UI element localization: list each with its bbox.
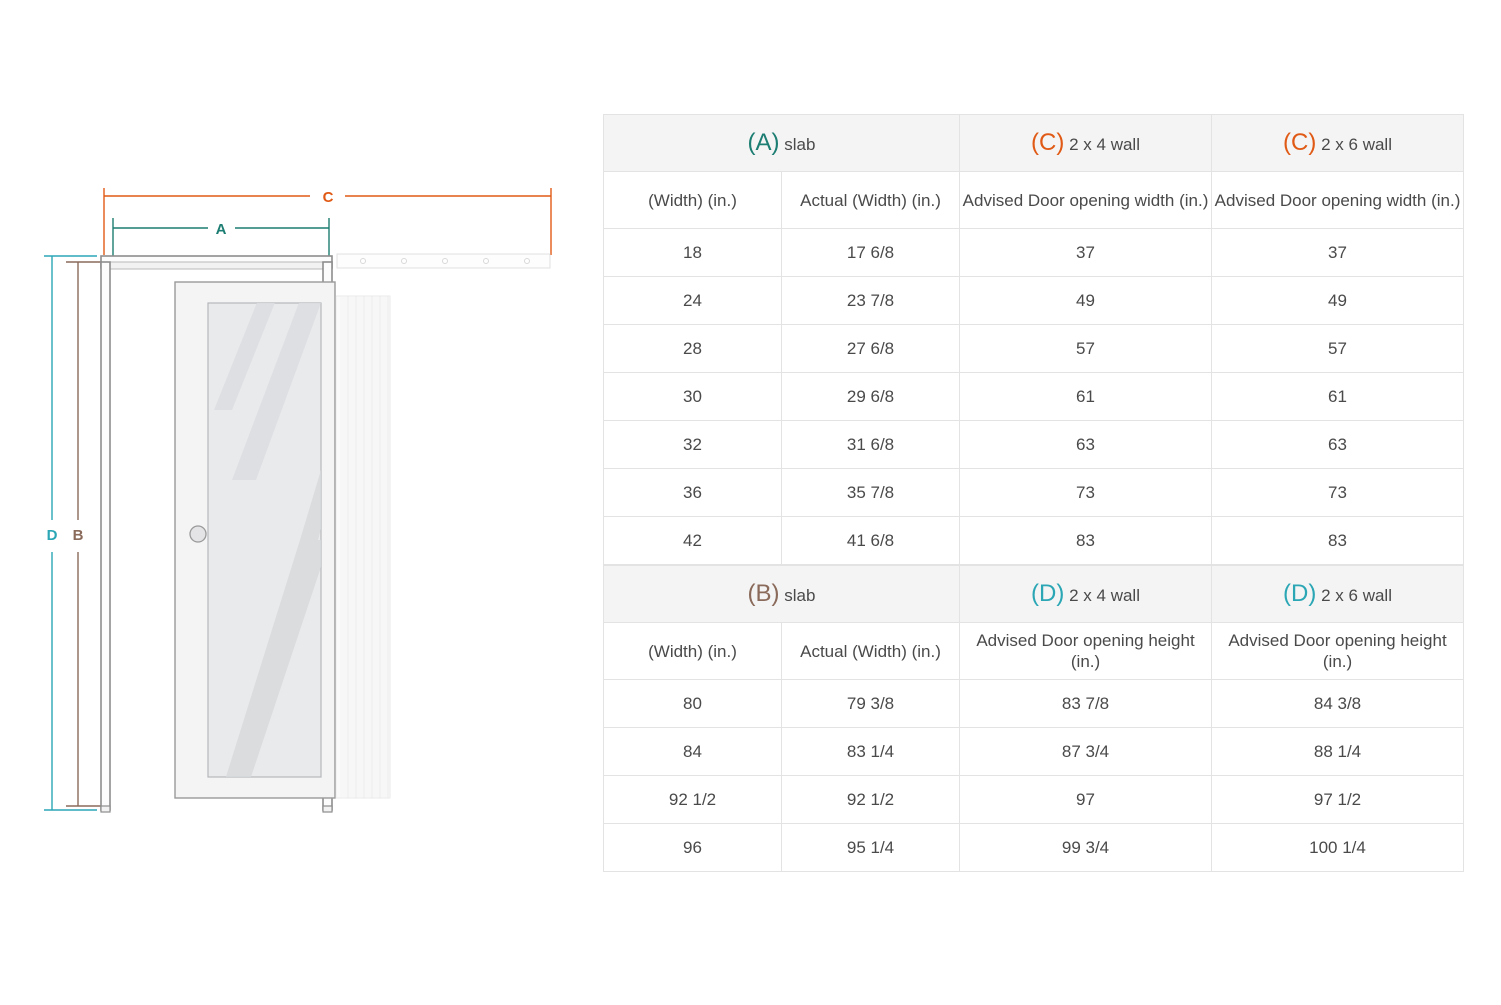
col-header-width: (Width) (in.) [604, 172, 782, 229]
dimension-c-label: C [322, 189, 334, 206]
floor-lines [101, 806, 332, 812]
col-header-opening-height-2x4: Advised Door opening height (in.) [960, 623, 1212, 680]
cell-actual-width: 83 1/4 [782, 728, 960, 776]
height-spec-table [603, 565, 1464, 872]
cell-opening-2x6: 100 1/4 [1212, 824, 1464, 872]
door-handle [190, 526, 206, 542]
dimension-b-label: B [72, 527, 84, 544]
section-header-row [604, 115, 1464, 172]
cell-width: 18 [604, 229, 782, 277]
col-header-width: (Width) (in.) [604, 623, 782, 680]
slab-letter-a: (A) [747, 129, 780, 156]
dimension-c [104, 188, 551, 255]
cell-actual-width: 35 7/8 [782, 469, 960, 517]
wall-label-d2: 2 x 6 wall [1321, 586, 1392, 605]
dimension-b [66, 262, 101, 806]
cell-actual-width: 41 6/8 [782, 517, 960, 565]
table-row [604, 229, 1464, 277]
wall-letter-c2: (C) [1283, 129, 1317, 156]
cell-opening-2x6: 84 3/8 [1212, 680, 1464, 728]
cell-opening-2x4: 49 [960, 277, 1212, 325]
slab-header-b [604, 566, 960, 623]
cell-opening-2x4: 99 3/4 [960, 824, 1212, 872]
cell-opening-2x4: 57 [960, 325, 1212, 373]
table-row [604, 421, 1464, 469]
col-header-opening-width-2x6: Advised Door opening width (in.) [1212, 172, 1464, 229]
table-row [604, 325, 1464, 373]
table-row [604, 728, 1464, 776]
wall-letter-c1: (C) [1031, 129, 1065, 156]
cell-opening-2x4: 61 [960, 373, 1212, 421]
cell-opening-2x6: 73 [1212, 469, 1464, 517]
dimension-a [113, 218, 329, 258]
cell-actual-width: 95 1/4 [782, 824, 960, 872]
col-header-opening-height-2x6: Advised Door opening height (in.) [1212, 623, 1464, 680]
cell-opening-2x6: 61 [1212, 373, 1464, 421]
cell-width: 92 1/2 [604, 776, 782, 824]
cell-width: 84 [604, 728, 782, 776]
cell-width: 28 [604, 325, 782, 373]
dimension-a-label: A [215, 221, 227, 238]
slab-header-a [604, 115, 960, 172]
dimension-d-label: D [46, 527, 58, 544]
cell-width: 42 [604, 517, 782, 565]
cell-opening-2x6: 57 [1212, 325, 1464, 373]
cell-actual-width: 23 7/8 [782, 277, 960, 325]
wall-label-c1: 2 x 4 wall [1069, 135, 1140, 154]
col-header-actual-width: Actual (Width) (in.) [782, 623, 960, 680]
cell-actual-width: 92 1/2 [782, 776, 960, 824]
slab-label-a: slab [784, 135, 816, 154]
cell-opening-2x6: 88 1/4 [1212, 728, 1464, 776]
column-header-row [604, 623, 1464, 680]
cell-width: 80 [604, 680, 782, 728]
width-spec-table [603, 114, 1464, 565]
specification-tables [603, 114, 1463, 872]
cell-width: 24 [604, 277, 782, 325]
cell-actual-width: 27 6/8 [782, 325, 960, 373]
cell-opening-2x4: 87 3/4 [960, 728, 1212, 776]
cell-opening-2x4: 37 [960, 229, 1212, 277]
cell-opening-2x6: 83 [1212, 517, 1464, 565]
column-header-row [604, 172, 1464, 229]
cell-actual-width: 17 6/8 [782, 229, 960, 277]
diagram-svg [0, 0, 600, 1000]
cell-opening-2x4: 97 [960, 776, 1212, 824]
table-row [604, 517, 1464, 565]
wall-header-d-2x6 [1212, 566, 1464, 623]
cell-opening-2x6: 37 [1212, 229, 1464, 277]
cell-width: 36 [604, 469, 782, 517]
table-row [604, 824, 1464, 872]
cell-opening-2x6: 97 1/2 [1212, 776, 1464, 824]
table-row [604, 373, 1464, 421]
table-row [604, 277, 1464, 325]
pocket-door-diagram [0, 0, 600, 1000]
door-slab [175, 282, 345, 798]
col-header-actual-width: Actual (Width) (in.) [782, 172, 960, 229]
table-row [604, 469, 1464, 517]
slab-letter-b: (B) [747, 580, 780, 607]
cell-width: 96 [604, 824, 782, 872]
wall-letter-d1: (D) [1031, 580, 1065, 607]
wall-header-d-2x4 [960, 566, 1212, 623]
pocket-cavity [336, 296, 390, 798]
table-row [604, 776, 1464, 824]
cell-opening-2x4: 83 [960, 517, 1212, 565]
cell-opening-2x4: 63 [960, 421, 1212, 469]
cell-width: 30 [604, 373, 782, 421]
cell-actual-width: 29 6/8 [782, 373, 960, 421]
col-header-opening-width-2x4: Advised Door opening width (in.) [960, 172, 1212, 229]
wall-header-c-2x6 [1212, 115, 1464, 172]
wall-header-c-2x4 [960, 115, 1212, 172]
wall-label-c2: 2 x 6 wall [1321, 135, 1392, 154]
cell-opening-2x6: 63 [1212, 421, 1464, 469]
section-header-row [604, 566, 1464, 623]
slab-label-b: slab [784, 586, 816, 605]
cell-actual-width: 79 3/8 [782, 680, 960, 728]
table-row [604, 680, 1464, 728]
cell-opening-2x4: 83 7/8 [960, 680, 1212, 728]
cell-opening-2x6: 49 [1212, 277, 1464, 325]
dimension-d [44, 256, 97, 810]
cell-opening-2x4: 73 [960, 469, 1212, 517]
wall-letter-d2: (D) [1283, 580, 1317, 607]
cell-actual-width: 31 6/8 [782, 421, 960, 469]
wall-label-d1: 2 x 4 wall [1069, 586, 1140, 605]
cell-width: 32 [604, 421, 782, 469]
header-track [337, 254, 550, 268]
